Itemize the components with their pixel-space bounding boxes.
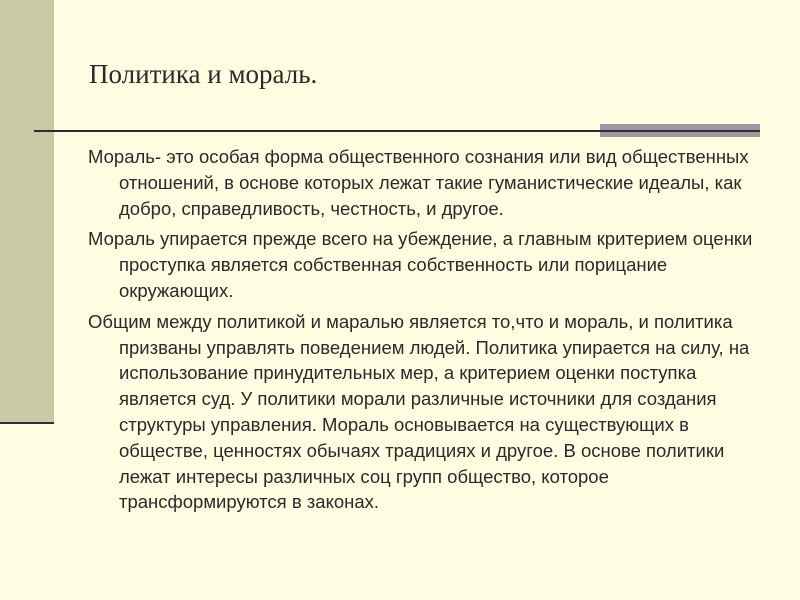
slide-body: [88, 144, 764, 520]
accent-rule: [600, 130, 760, 132]
left-decorative-bar: [0, 0, 54, 422]
left-bar-underline: [0, 422, 54, 424]
paragraph-morality-criteria: Мораль упирается прежде всего на убеждение, а главным критерием оценки проступка является собственная собственность или порицание окружающих.: [88, 228, 753, 301]
paragraph-morality-definition: Мораль- это особая форма общественного сознания или вид общественных отношений, в основе которых лежат такие гуманистические идеалы, как добро, справедливость, честность, и другое.: [88, 146, 749, 219]
title-divider: [34, 130, 600, 132]
paragraph-politics-morality-common: Общим между политикой и маралью является то,что и мораль, и политика призваны управлять поведением людей. Политика упирается на силу, на использование принудительных мер, а критерием оценки поступка является суд. У политики морали различные источники для создания структуры управления. Мораль основывается на существующих в обществе, ценностях обычаях традициях и другое. В основе политики лежат интересы различных соц групп общество, которое трансформируются в законах.: [88, 310, 750, 513]
slide-title: Политика и мораль.: [89, 59, 318, 89]
